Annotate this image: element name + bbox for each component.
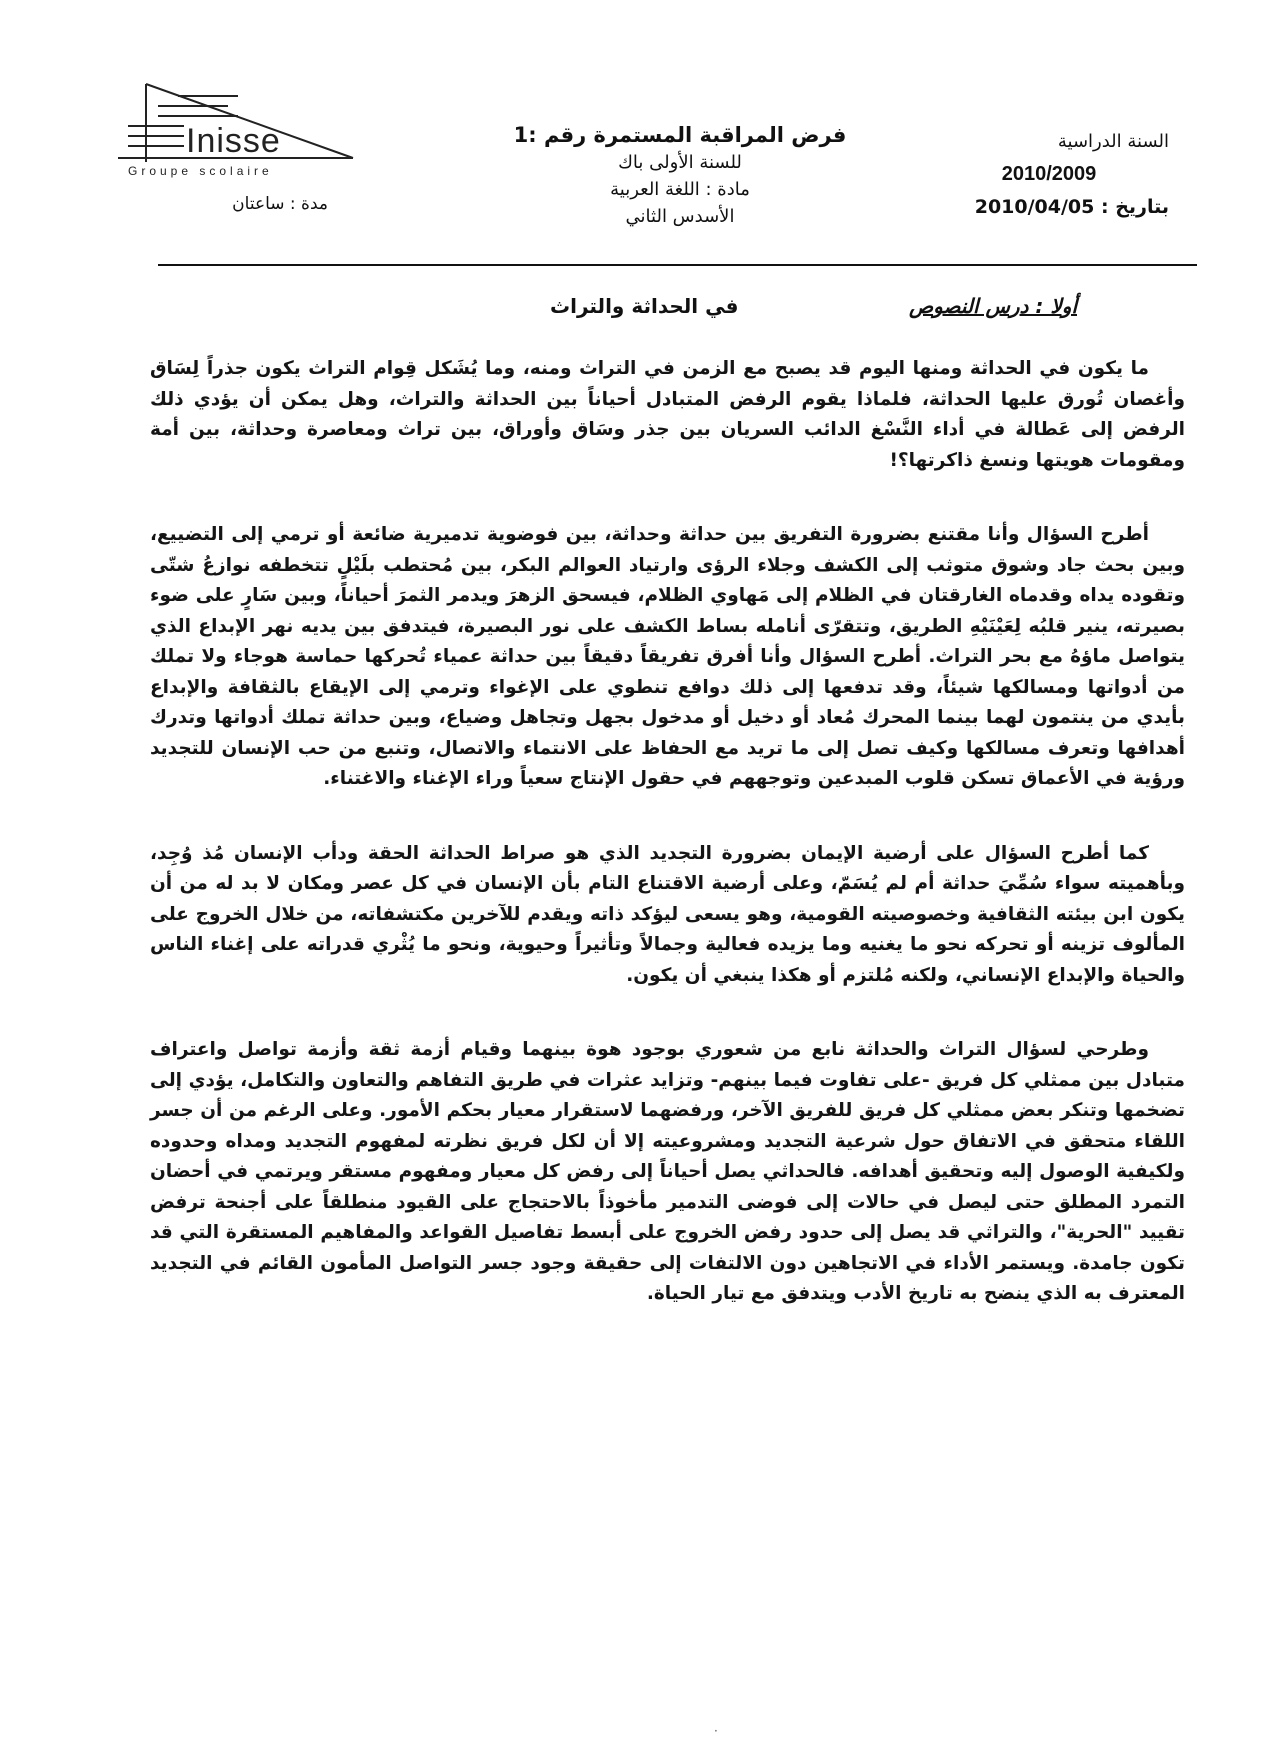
exam-level: للسنة الأولى باك: [618, 152, 742, 173]
section-label: أولا : درس النصوص: [908, 294, 1077, 318]
school-year: 2010/2009: [1001, 163, 1097, 185]
exam-subject: مادة : اللغة العربية: [610, 179, 750, 200]
school-year-label: السنة الدراسية: [1057, 131, 1169, 152]
exam-date: بتاريخ : 2010/04/05: [974, 196, 1169, 218]
text-title: في الحداثة والتراث: [550, 294, 739, 318]
exam-duration: مدة : ساعتان: [232, 194, 328, 214]
exam-info: [500, 122, 860, 230]
text-body: [150, 354, 1185, 1354]
paragraph: كما أطرح السؤال على أرضية الإيمان بضرورة التجديد الذي هو صراط الحداثة الحقة ودأب الإنسان مُذ وُجِد، وبأهميته سواء سُمِّيَ حداثة أم لم يُسَمّ، وعلى أرضية الاقتناع التام بأن الإنسان في كل عصر ومكان لا بد له من أن يكون ابن بيئته الثقافية وخصوصيته القومية، وهو يسعى ليؤكد ذاته ويقدم للآخرين مكتشفاته، من خلال الخروج على المألوف تزينه أو تحركه نحو ما يغنيه وما يزيده فعالية وجمالاً وتأثيراً وحيوية، ونحو ما يُثْري قدراته على إغناء الناس والحياة والإبداع الإنساني، ولكنه مُلتزم أو هكذا ينبغي أن يكون.: [150, 842, 1185, 986]
scan-speck: ·: [714, 1724, 718, 1738]
logo-name: Inisse: [186, 122, 281, 160]
paragraph: ما يكون في الحداثة ومنها اليوم قد يصبح مع الزمن في التراث ومنه، وما يُشَكل قِوام التراث يكون جذراً لِسَاق وأغصان تُورق عليها الحداثة، فلماذا يقوم الرفض المتبادل أحياناً بين الحداثة والتراث، وهل يمكن أن يؤدي ذلك الرفض إلى عَطالة في أداء النَّسْغ الدائب السريان بين جذر وسَاق وأوراق، بين تراث ومعاصرة وحداثة، بين أمة ومقومات هويتها ونسغ ذاكرتها؟!: [150, 358, 1185, 471]
header-divider: [158, 264, 1197, 266]
logo-subtitle: Groupe scolaire: [128, 164, 273, 178]
school-logo: [118, 78, 368, 188]
exam-title: فرض المراقبة المستمرة رقم :1: [513, 123, 847, 147]
exam-semester: الأسدس الثاني: [625, 206, 735, 227]
paragraph: وطرحي لسؤال التراث والحداثة نابع من شعوري بوجود هوة بينهما وقيام أزمة ثقة وأزمة تواصل واعتراف متبادل بين ممثلي كل فريق -على تفاوت فيما بينهم- وتزايد عثرات في طريق التفاهم والتعاون والتكامل، يؤدي إلى تضخمها وتنكر بعض ممثلي كل فريق للفريق الآخر، ورفضهما لاستقرار معيار بحكم الأمور. وعلى الرغم من أن جسر اللقاء متحقق في الاتفاق حول شرعية التجديد ومشروعيته إلا أن لكل فريق نظرته لمفهوم التجديد ومداه وحدوده ولكيفية الوصول إليه وتحقيق أهدافه. فالحداثي يصل أحياناً إلى رفض كل معيار ومفهوم مستقر ويرتمي في أحضان التمرد المطلق حتى ليصل في حالات إلى فوضى التدمير مأخوذاً بالاحتجاج على القيود منطلقاً على أجنحة ترفض تقييد "الحرية"، والتراثي قد يصل إلى حدود رفض الخروج على أبسط تفاصيل القواعد والمفاهيم المستقرة التي قد تكون جامدة. ويستمر الأداء في الاتجاهين دون الالتفات إلى حقيقة وجود جسر التواصل المأمون القائم في التجديد المعترف به الذي ينضح به تاريخ الأدب ويتدفق مع تيار الحياة.: [150, 1039, 1185, 1304]
paragraph: أطرح السؤال وأنا مقتنع بضرورة التفريق بين حداثة وحداثة، بين فوضوية تدميرية ضائعة أو ترمي إلى التضييع، وبين بحث جاد وشوق متوثب إلى الكشف وجلاء الرؤى وارتياد العوالم البكر، بين مُحتطب بلَيْلٍ تتخطفه نوازعُ شتّى وتقوده يداه وقدماه الغارقتان في الظلام إلى مَهاوي الظلام، فيسحق الزهرَ ويدمر الثمرَ أحياناً، وبين سَارٍ على ضوء بصيرته، ينير قلبُه لِعَيْنَيْهِ الطريق، وتتقرّى أنامله بساط الكشف على نور البصيرة، فيتدفق بين يديه نهر الإبداع الذي يتواصل ماؤهُ مع بحر التراث. أطرح السؤال وأنا أفرق تفريقاً دقيقاً بين حداثة عمياء تُحركها حماسة هوجاء ولا تملك من أدواتها ومسالكها شيئاً، وقد تدفعها إلى ذلك دوافع تنطوي على الإغواء وترمي إلى الإيقاع بالثقافة والإبداع بأيدي من ينتمون لهما بينما المحرك مُعاد أو دخيل أو مدخول بجهل وتجاهل وضياع، وبين حداثة تملك أدواتها وتدرك أهدافها وتعرف مسالكها وكيف تصل إلى ما تريد مع الحفاظ على الانتماء والاتصال، وتنبع من حب الإنسان للتجديد ورؤية في الأعماق تسكن قلوب المبدعين وتوجههم في حقول الإنتاج سعياً وراء الإغناء والاغتناء.: [150, 524, 1185, 789]
school-year-block: [949, 125, 1169, 224]
